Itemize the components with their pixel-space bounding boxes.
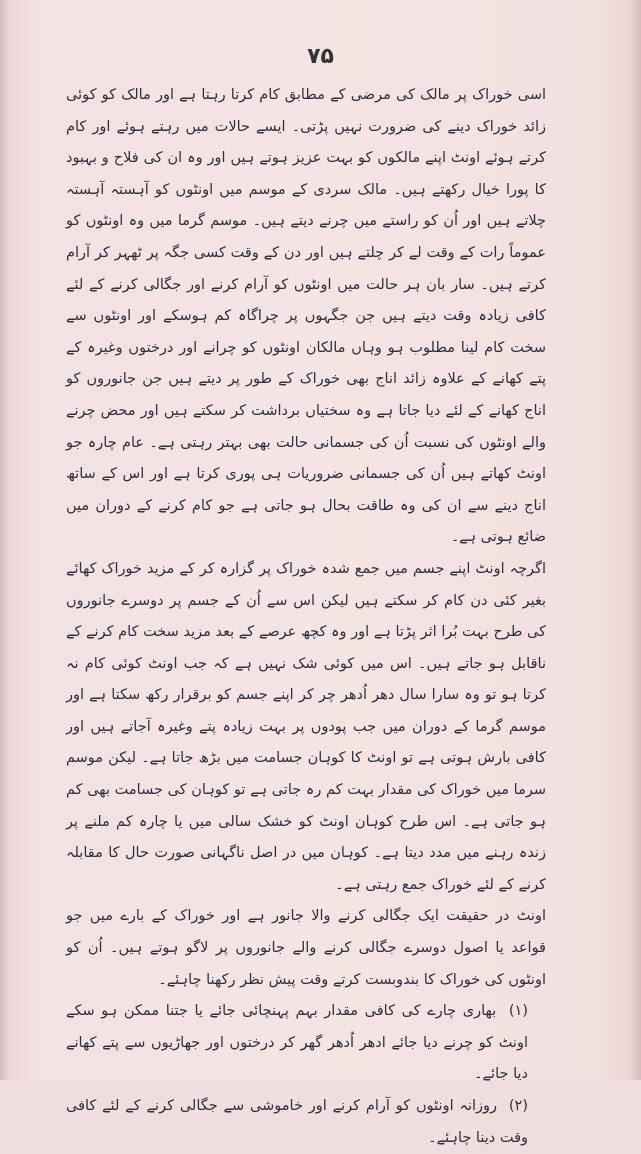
list-marker: (۱) <box>508 1003 528 1020</box>
body-text <box>66 80 546 1154</box>
page-edge-right <box>631 0 641 1080</box>
list-item-1 <box>66 996 546 1091</box>
list-item-2 <box>66 1091 546 1154</box>
paragraph-2: اگرچہ اونٹ اپنے جسم میں جمع شدہ خوراک پر گزارہ کر کے مزید خوراک کھائے بغیر کئی دن کام کر سکتے ہیں لیکن اس سے اُن کے جسم پر دوسرے جانوروں کی طرح بہت بُرا اثر پڑتا ہے اور وہ کچھ عرصے کے بعد مزید سخت کام کرنے کے ناقابل ہو جاتے ہیں۔ اس میں کوئی شک نہیں ہے کہ جب اونٹ کوئی کام نہ کرتا ہو تو وہ سارا سال دھر اُدھر چر کر اپنے جسم کو برقرار رکھ سکتا ہے اور موسم گرما کے دوران میں جب پودوں پر بہت زیادہ پتے وغیرہ آجاتے ہیں اور کافی بارش ہوتی ہے تو اونٹ کا کوہان جسامت میں بڑھ جاتا ہے۔ لیکن موسم سرما میں خوراک کی مقدار بہت کم رہ جاتی ہے تو کوہان کی جسامت بھی کم ہو جاتی ہے۔ اس طرح کوہان اونٹ کو خشک سالی میں یا چارہ کم ملنے پر زندہ رہنے میں مدد دیتا ہے۔ کوہان میں در اصل ناگہانی صورت حال کا مقابلہ کرنے کے لئے خوراک جمع رہتی ہے۔ <box>66 560 546 893</box>
list-item-text: روزانہ اونٹوں کو آرام کرنے اور خاموشی سے جگالی کرنے کے لئے کافی وقت دینا چاہئے۔ <box>66 1098 528 1146</box>
page-number: ۷۵ <box>307 44 334 69</box>
list-item-text: بھاری چارے کی کافی مقدار بہم پہنچائی جائے یا جتنا ممکن ہو سکے اونٹ کو چرنے دیا جائے ادھر اُدھر گھر کر درختوں اور جھاڑیوں سے پتے کھانے دیا جائے۔ <box>66 1003 528 1083</box>
page-edge-left <box>0 0 10 1080</box>
paragraph-3: اونٹ در حقیقت ایک جگالی کرنے والا جانور ہے اور خوراک کے بارے میں جو قواعد یا اصول دوسرے جگالی کرنے والے جانوروں پر لاگو ہوتے ہیں۔ اُن کو اونٹوں کی خوراک کا بندوبست کرتے وقت پیش نظر رکھنا چاہئے۔ <box>66 908 546 988</box>
paragraph-1: اسی خوراک پر مالک کی مرضی کے مطابق کام کرتا رہتا ہے اور مالک کو کوئی زائد خوراک دینے کی ضرورت نہیں پڑتی۔ ایسے حالات میں رہتے ہوئے اور کام کرتے ہوئے اونٹ اپنے مالکوں کو بہت عزیز ہوتے ہیں اور وہ ان کی فلاح و بہبود کا پورا خیال رکھتے ہیں۔ مالک سردی کے موسم میں اونٹوں کو آہستہ آہستہ چلاتے ہیں اور اُن کو راستے میں چرنے دیتے ہیں۔ موسم گرما میں وہ اونٹوں کو عموماً رات کے وقت لے کر چلتے ہیں اور دن کے وقت کسی جگہ پر ٹھہر کر آرام کرتے ہیں۔ سار بان ہر حالت میں اونٹوں کو آرام کرنے اور جگالی کرنے کے لئے کافی زیادہ وقت دیتے ہیں جن جگہوں پر چراگاہ کم ہوسکے اور اونٹوں سے سخت کام لینا مطلوب ہو وہاں مالکان اونٹوں کو چرانے اور درختوں وغیرہ کے پتے کھانے کے علاوہ زائد اناج بھی خوراک کے طور پر دیتے ہیں جن جانوروں کو اناج کھانے کے لئے دیا جاتا ہے وہ سختیاں برداشت کر سکتے ہیں اور محض چرنے والے اونٹوں کی نسبت اُن کی جسمانی حالت بھی بہتر رہتی ہے۔ عام چارہ جو اونٹ کھاتے ہیں اُن کی جسمانی ضروریات ہی پوری کرتا ہے اور اس کے ساتھ اناج دینے سے ان کی وہ طاقت بحال ہو جاتی ہے جو کام کرنے کے دوران میں ضائع ہوتی ہے۔ <box>66 87 546 546</box>
list-marker: (۲) <box>508 1098 528 1114</box>
